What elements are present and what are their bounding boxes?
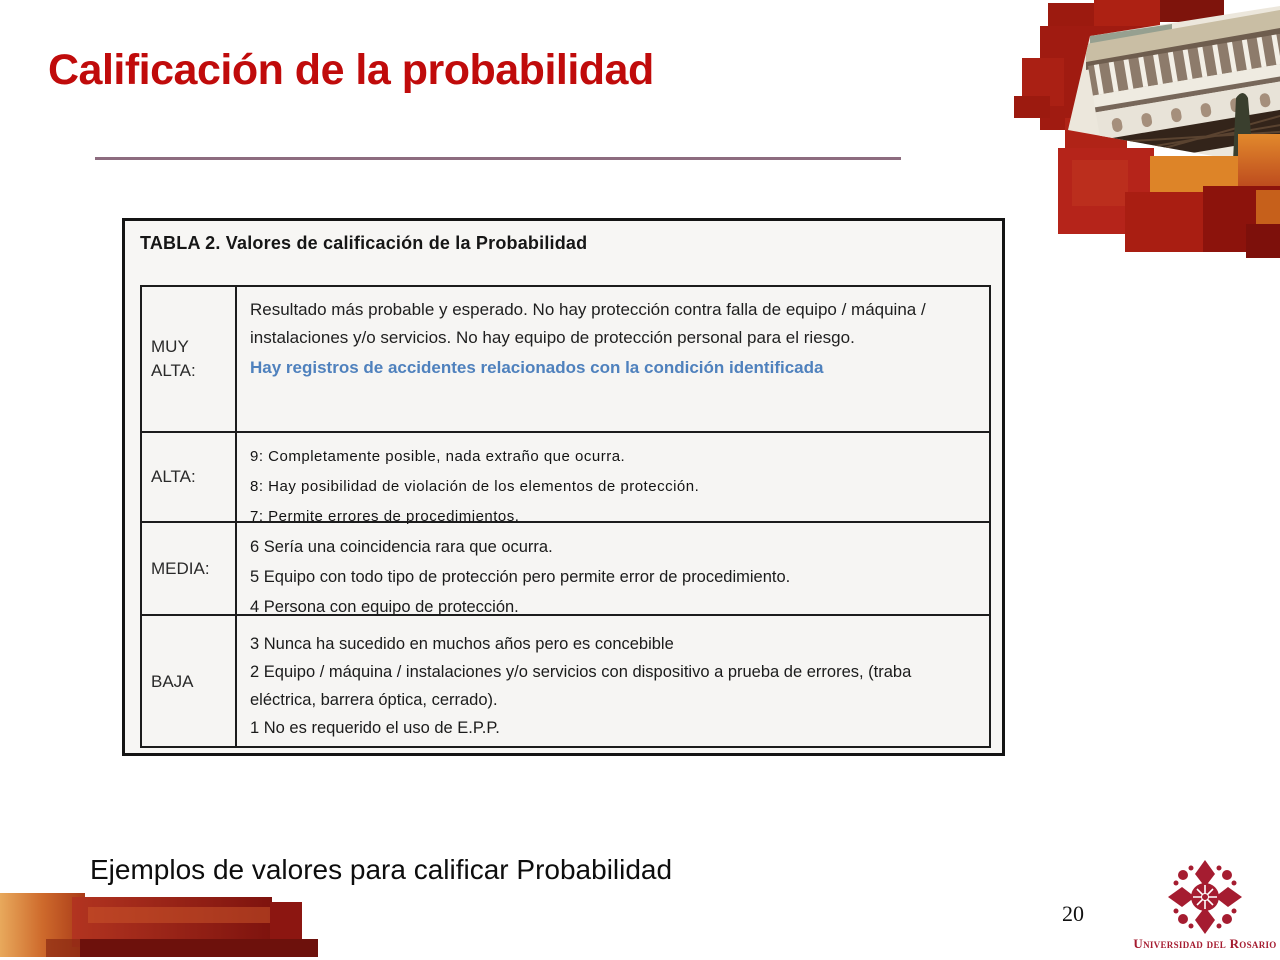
row-line: 8: Hay posibilidad de violación de los elementos de protección.	[250, 478, 700, 495]
table-row-baja	[237, 614, 989, 748]
logo-wordmark: Universidad del Rosario	[1133, 936, 1277, 951]
table-row-label-alta: ALTA:	[142, 431, 237, 521]
row-highlight-text: Hay registros de accidentes relacionados con la condición identificada	[250, 358, 824, 378]
probability-table	[140, 285, 991, 748]
row-line: 1 No es requerido el uso de E.P.P.	[250, 719, 500, 738]
table-row-media	[237, 521, 989, 617]
row-line: 6 Sería una coincidencia rara que ocurra.	[250, 538, 553, 556]
title-divider	[95, 157, 901, 160]
footer-mosaic-bar-icon	[0, 885, 330, 960]
probability-table-image	[122, 218, 1005, 756]
table-row-label-media: MEDIA:	[142, 521, 237, 614]
table-row-muy-alta	[237, 287, 989, 431]
table-title: TABLA 2. Valores de calificación de la Probabilidad	[140, 233, 588, 253]
table-row-alta	[237, 431, 989, 525]
page-number: 20	[1062, 901, 1084, 926]
university-logo	[1130, 860, 1280, 956]
row-line: 4 Persona con equipo de protección.	[250, 598, 519, 617]
row-line: 2 Equipo / máquina / instalaciones y/o servicios con dispositivo a prueba de errores, (traba eléctrica, barrera óptica, cerrado).	[250, 663, 912, 710]
corner-mosaic-campus-photo-icon	[1010, 0, 1280, 258]
slide-title: Calificación de la probabilidad	[48, 46, 654, 94]
table-row-label-muy-alta: MUY ALTA:	[142, 287, 237, 431]
table-row-label-baja: BAJA	[142, 614, 237, 748]
row-text: Resultado más probable y esperado. No hay protección contra falla de equipo / máquina / instalaciones y/o servicios. No hay equipo de protección personal para el riesgo.	[250, 300, 926, 347]
row-line: 3 Nunca ha sucedido en muchos años pero es concebible	[250, 635, 674, 653]
slide-caption: Ejemplos de valores para calificar Probabilidad	[90, 854, 673, 885]
row-line: 7: Permite errores de procedimientos.	[250, 508, 520, 525]
row-line: 9: Completamente posible, nada extraño que ocurra.	[250, 448, 626, 465]
rosario-emblem-icon	[1168, 860, 1242, 934]
row-line: 5 Equipo con todo tipo de protección pero permite error de procedimiento.	[250, 568, 791, 587]
